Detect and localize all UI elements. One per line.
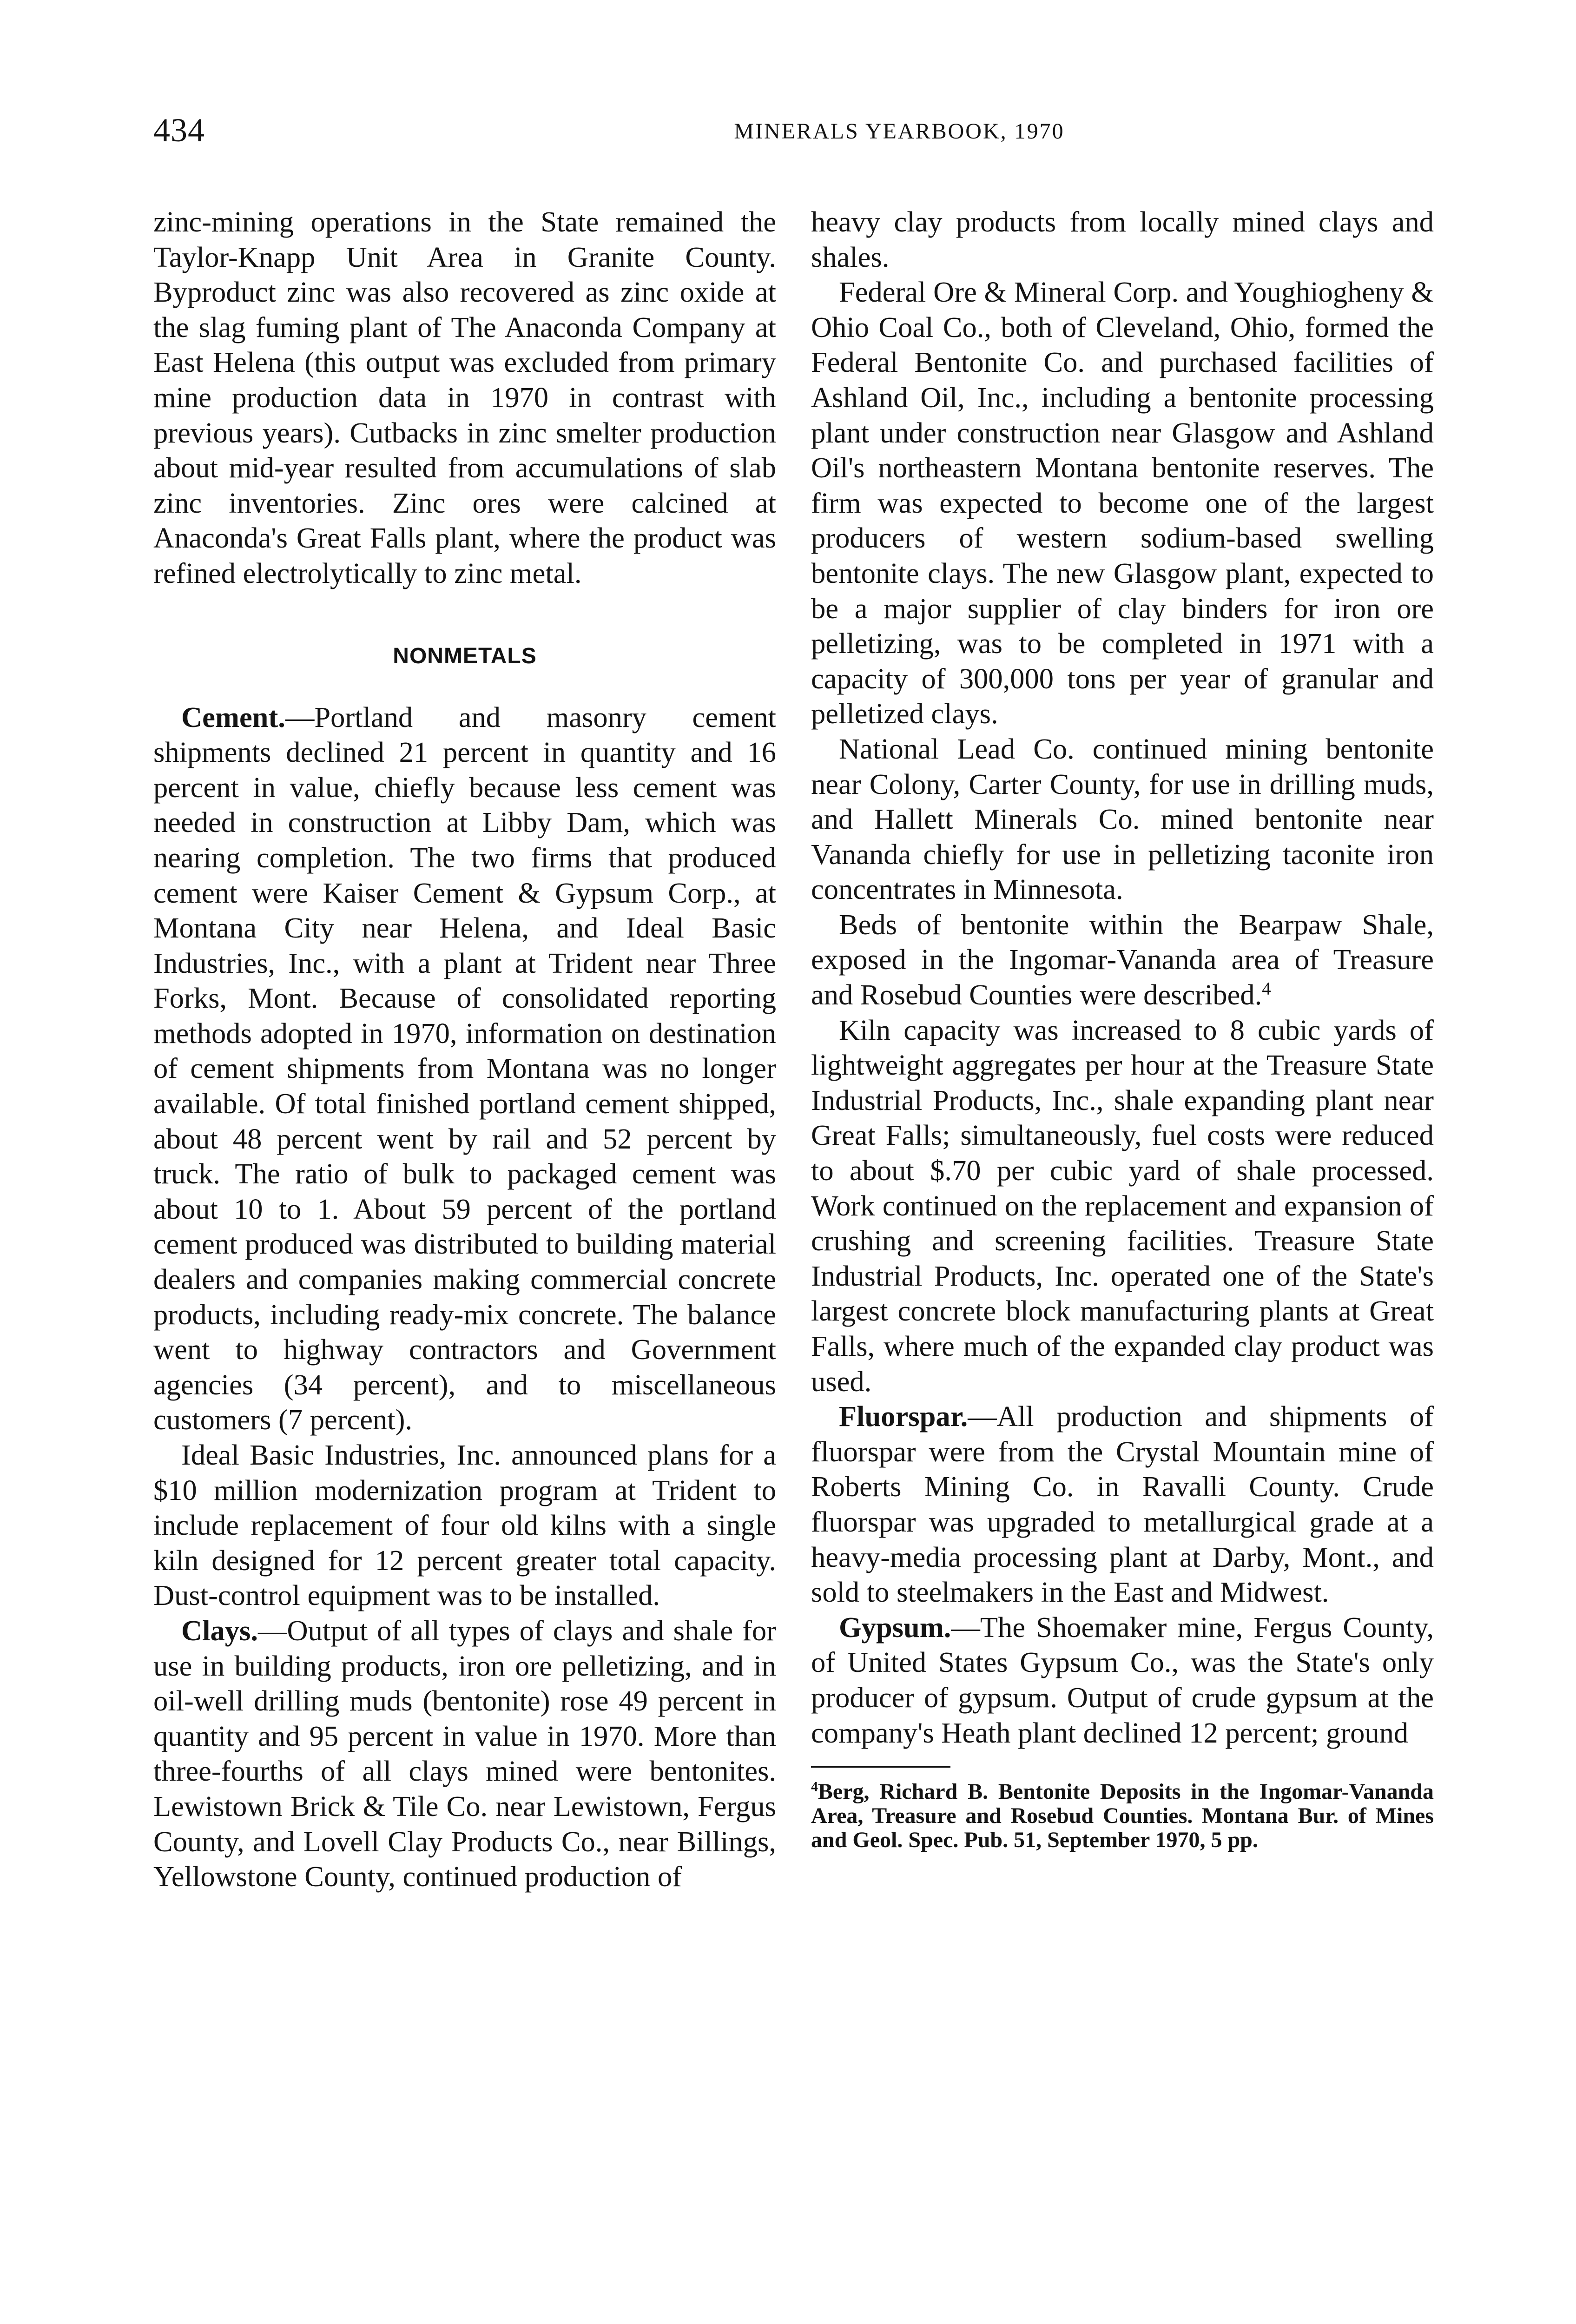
paragraph-clays — [153, 1613, 776, 1895]
run-in-heading-clays: Clays. — [181, 1614, 258, 1647]
clays-text: —Output of all types of clays and shale for use in building products, iron ore pelletizing, and in oil-well drilling muds (bentonite) rose 49 percent in quantity and 95 percent in value in 1970. More than three-fourths of all clays mined were bentonites. Lewistown Brick & Tile Co. near Lewistown, Fergus County, and Lovell Clay Products Co., near Billings, Yellowstone County, continued production of — [153, 1614, 776, 1893]
paragraph-gypsum — [811, 1610, 1434, 1750]
bearpaw-text: Beds of bentonite within the Bearpaw Shale, exposed in the Ingomar-Vananda area of Treasure and Rosebud Counties were described. — [811, 908, 1434, 1011]
footnote-text: Berg, Richard B. Bentonite Deposits in the Ingomar-Vananda Area, Treasure and Rosebud Counties. Montana Bur. of Mines and Geol. Spec. Pub. 51, September 1970, 5 pp. — [811, 1779, 1434, 1853]
paragraph-heavy-clay: heavy clay products from locally mined clays and shales. — [811, 205, 1434, 273]
paragraph-fluorspar — [811, 1399, 1434, 1610]
paragraph-cement — [153, 700, 776, 1438]
fluorspar-text: —All production and shipments of fluorspar were from the Crystal Mountain mine of Roberts Mining Co. in Ravalli County. Crude fluorspar was upgraded to metallurgical grade at a heavy-media processing plant at Darby, Mont., and sold to steelmakers in the East and Midwest. — [811, 1400, 1434, 1609]
running-title: MINERALS YEARBOOK, 1970 — [734, 119, 1065, 144]
run-in-heading-cement: Cement. — [181, 700, 285, 733]
footnote-divider — [811, 1766, 950, 1768]
right-column — [811, 205, 1434, 1852]
paragraph-federal-bentonite: Federal Ore & Mineral Corp. and Youghiogheny & Ohio Coal Co., both of Cleveland, Ohio, formed the Federal Bentonite Co. and purchased facilities of Ashland Oil, Inc., including a bentonite processing plant under construction near Glasgow and Ashland Oil's northeastern Montana bentonite reserves. The firm was expected to become one of the largest producers of western sodium-based swelling bentonite clays. The new Glasgow plant, expected to be a major supplier of clay binders for iron ore pelletizing, was to be completed in 1971 with a capacity of 300,000 tons per year of granular and pelletized clays. — [811, 276, 1434, 730]
left-column — [153, 205, 776, 1895]
paragraph-kiln-capacity: Kiln capacity was increased to 8 cubic yards of lightweight aggregates per hour at the Treasure State Industrial Products, Inc., shale expanding plant near Great Falls; simultaneously, fuel costs were reduced to about $.70 per cubic yard of shale processed. Work continued on the replacement and expansion of crushing and screening facilities. Treasure State Industrial Products, Inc. operated one of the State's largest concrete block manufacturing plants at Great Falls, where much of the expanded clay product was used. — [811, 1013, 1434, 1398]
section-heading-nonmetals: NONMETALS — [393, 643, 537, 668]
paragraph-bearpaw-shale — [811, 907, 1434, 1013]
page-number: 434 — [153, 112, 205, 149]
running-header — [153, 112, 1469, 149]
run-in-heading-gypsum: Gypsum. — [839, 1611, 951, 1644]
paragraph-ideal-basic: Ideal Basic Industries, Inc. announced plans for a $10 million modernization program at Trident to include replacement of four old kilns with a single kiln designed for 12 percent greater total capacity. Dust-control equipment was to be installed. — [153, 1439, 776, 1612]
footnote — [811, 1780, 1434, 1852]
gypsum-text: —The Shoemaker mine, Fergus County, of United States Gypsum Co., was the State's only producer of gypsum. Output of crude gypsum at the company's Heath plant declined 12 percent; ground — [811, 1611, 1434, 1749]
paragraph-zinc: zinc-mining operations in the State remained the Taylor-Knapp Unit Area in Granite County. Byproduct zinc was also recovered as zinc oxide at the slag fuming plant of The Anaconda Company at East Helena (this output was excluded from primary mine production data in 1970 in contrast with previous years). Cutbacks in zinc smelter production about mid-year resulted from accumulations of slab zinc inventories. Zinc ores were calcined at Anaconda's Great Falls plant, where the product was refined electrolytically to zinc metal. — [153, 205, 776, 589]
run-in-heading-fluorspar: Fluorspar. — [839, 1400, 968, 1433]
footnote-marker: 4 — [811, 1779, 818, 1795]
cement-text: —Portland and masonry cement shipments declined 21 percent in quantity and 16 percent in value, chiefly because less cement was needed in construction at Libby Dam, which was nearing completion. The two firms that produced cement were Kaiser Cement & Gypsum Corp., at Montana City near Helena, and Ideal Basic Industries, Inc., with a plant at Trident near Three Forks, Mont. Because of consolidated reporting methods adopted in 1970, information on destination of cement shipments from Montana was no longer available. Of total finished portland cement shipped, about 48 percent went by rail and 52 percent by truck. The ratio of bulk to packaged cement was about 10 to 1. About 59 percent of the portland cement produced was distributed to building material dealers and companies making commercial concrete products, including ready-mix concrete. The balance went to highway contractors and Government agencies (34 percent), and to miscellaneous customers (7 percent). — [153, 700, 776, 1436]
footnote-reference[interactable]: 4 — [1262, 978, 1271, 999]
paragraph-national-lead: National Lead Co. continued mining bentonite near Colony, Carter County, for use in drilling muds, and Hallett Minerals Co. mined bentonite near Vananda chiefly for use in pelletizing taconite iron concentrates in Minnesota. — [811, 732, 1434, 906]
